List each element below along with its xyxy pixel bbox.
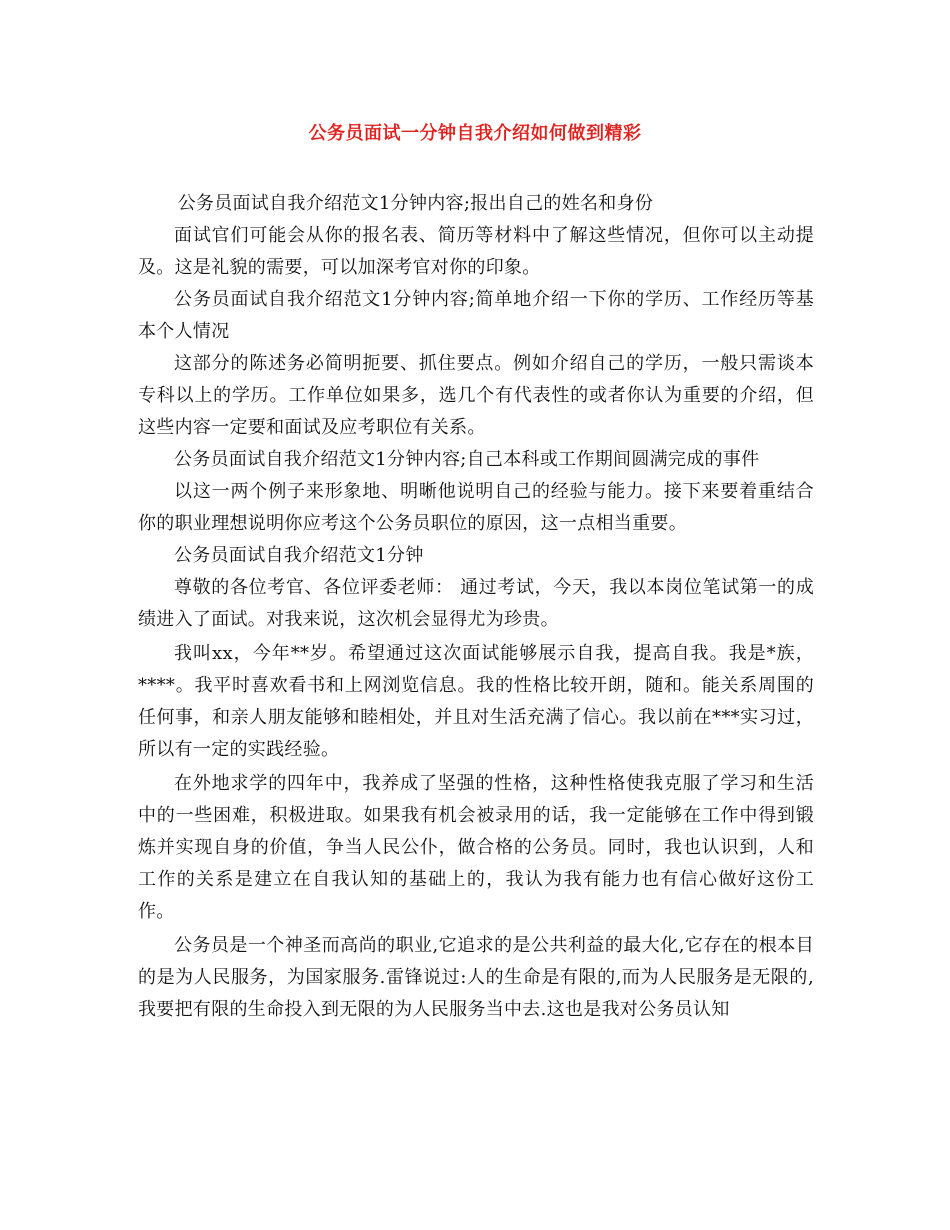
paragraph-7: 公务员面试自我介绍范文1分钟 xyxy=(174,545,424,566)
paragraph-8: 尊敬的各位考官、各位评委老师： 通过考试，今天，我以本岗位笔试第一的成绩进入了面试。对我来说，这次机会显得尤为珍贵。 xyxy=(138,577,814,630)
paragraph-2: 面试官们可能会从你的报名表、简历等材料中了解这些情况，但你可以主动提及。这是礼貌的需要，可以加深考官对你的印象。 xyxy=(138,225,814,278)
paragraph-10: 在外地求学的四年中，我养成了坚强的性格，这种性格使我克服了学习和生活中的一些困难，积极进取。如果我有机会被录用的话，我一定能够在工作中得到锻炼并实现自身的价值，争当人民公仆，做合格的公务员。同时，我也认识到，人和工作的关系是建立在自我认知的基础上的，我认为我有能力也有信心做好这份工作。 xyxy=(138,773,814,922)
paragraph-1: 公务员面试自我介绍范文1分钟内容;报出自己的姓名和身份 xyxy=(177,193,654,214)
paragraph-9: 我叫xx，今年**岁。希望通过这次面试能够展示自我，提高自我。我是*族，****。我平时喜欢看书和上网浏览信息。我的性格比较开朗，随和。能关系周围的任何事，和亲人朋友能够和睦相处，并且对生活充满了信心。我以前在***实习过，所以有一定的实践经验。 xyxy=(138,643,814,760)
document-body xyxy=(138,188,814,1026)
document-title: 公务员面试一分钟自我介绍如何做到精彩 xyxy=(308,123,642,144)
paragraph-3: 公务员面试自我介绍范文1分钟内容;简单地介绍一下你的学历、工作经历等基本个人情况 xyxy=(138,289,814,342)
paragraph-11: 公务员是一个神圣而高尚的职业,它追求的是公共利益的最大化,它存在的根本目的是为人民服务，为国家服务.雷锋说过:人的生命是有限的,而为人民服务是无限的,我要把有限的生命投入到无限的为人民服务当中去.这也是我对公务员认知 xyxy=(138,935,814,1020)
paragraph-5: 公务员面试自我介绍范文1分钟内容;自己本科或工作期间圆满完成的事件 xyxy=(174,449,760,470)
paragraph-4: 这部分的陈述务必简明扼要、抓住要点。例如介绍自己的学历，一般只需谈本专科以上的学历。工作单位如果多，选几个有代表性的或者你认为重要的介绍，但这些内容一定要和面试及应考职位有关系。 xyxy=(138,353,814,438)
paragraph-6: 以这一两个例子来形象地、明晰他说明自己的经验与能力。接下来要着重结合你的职业理想说明你应考这个公务员职位的原因，这一点相当重要。 xyxy=(138,481,814,534)
